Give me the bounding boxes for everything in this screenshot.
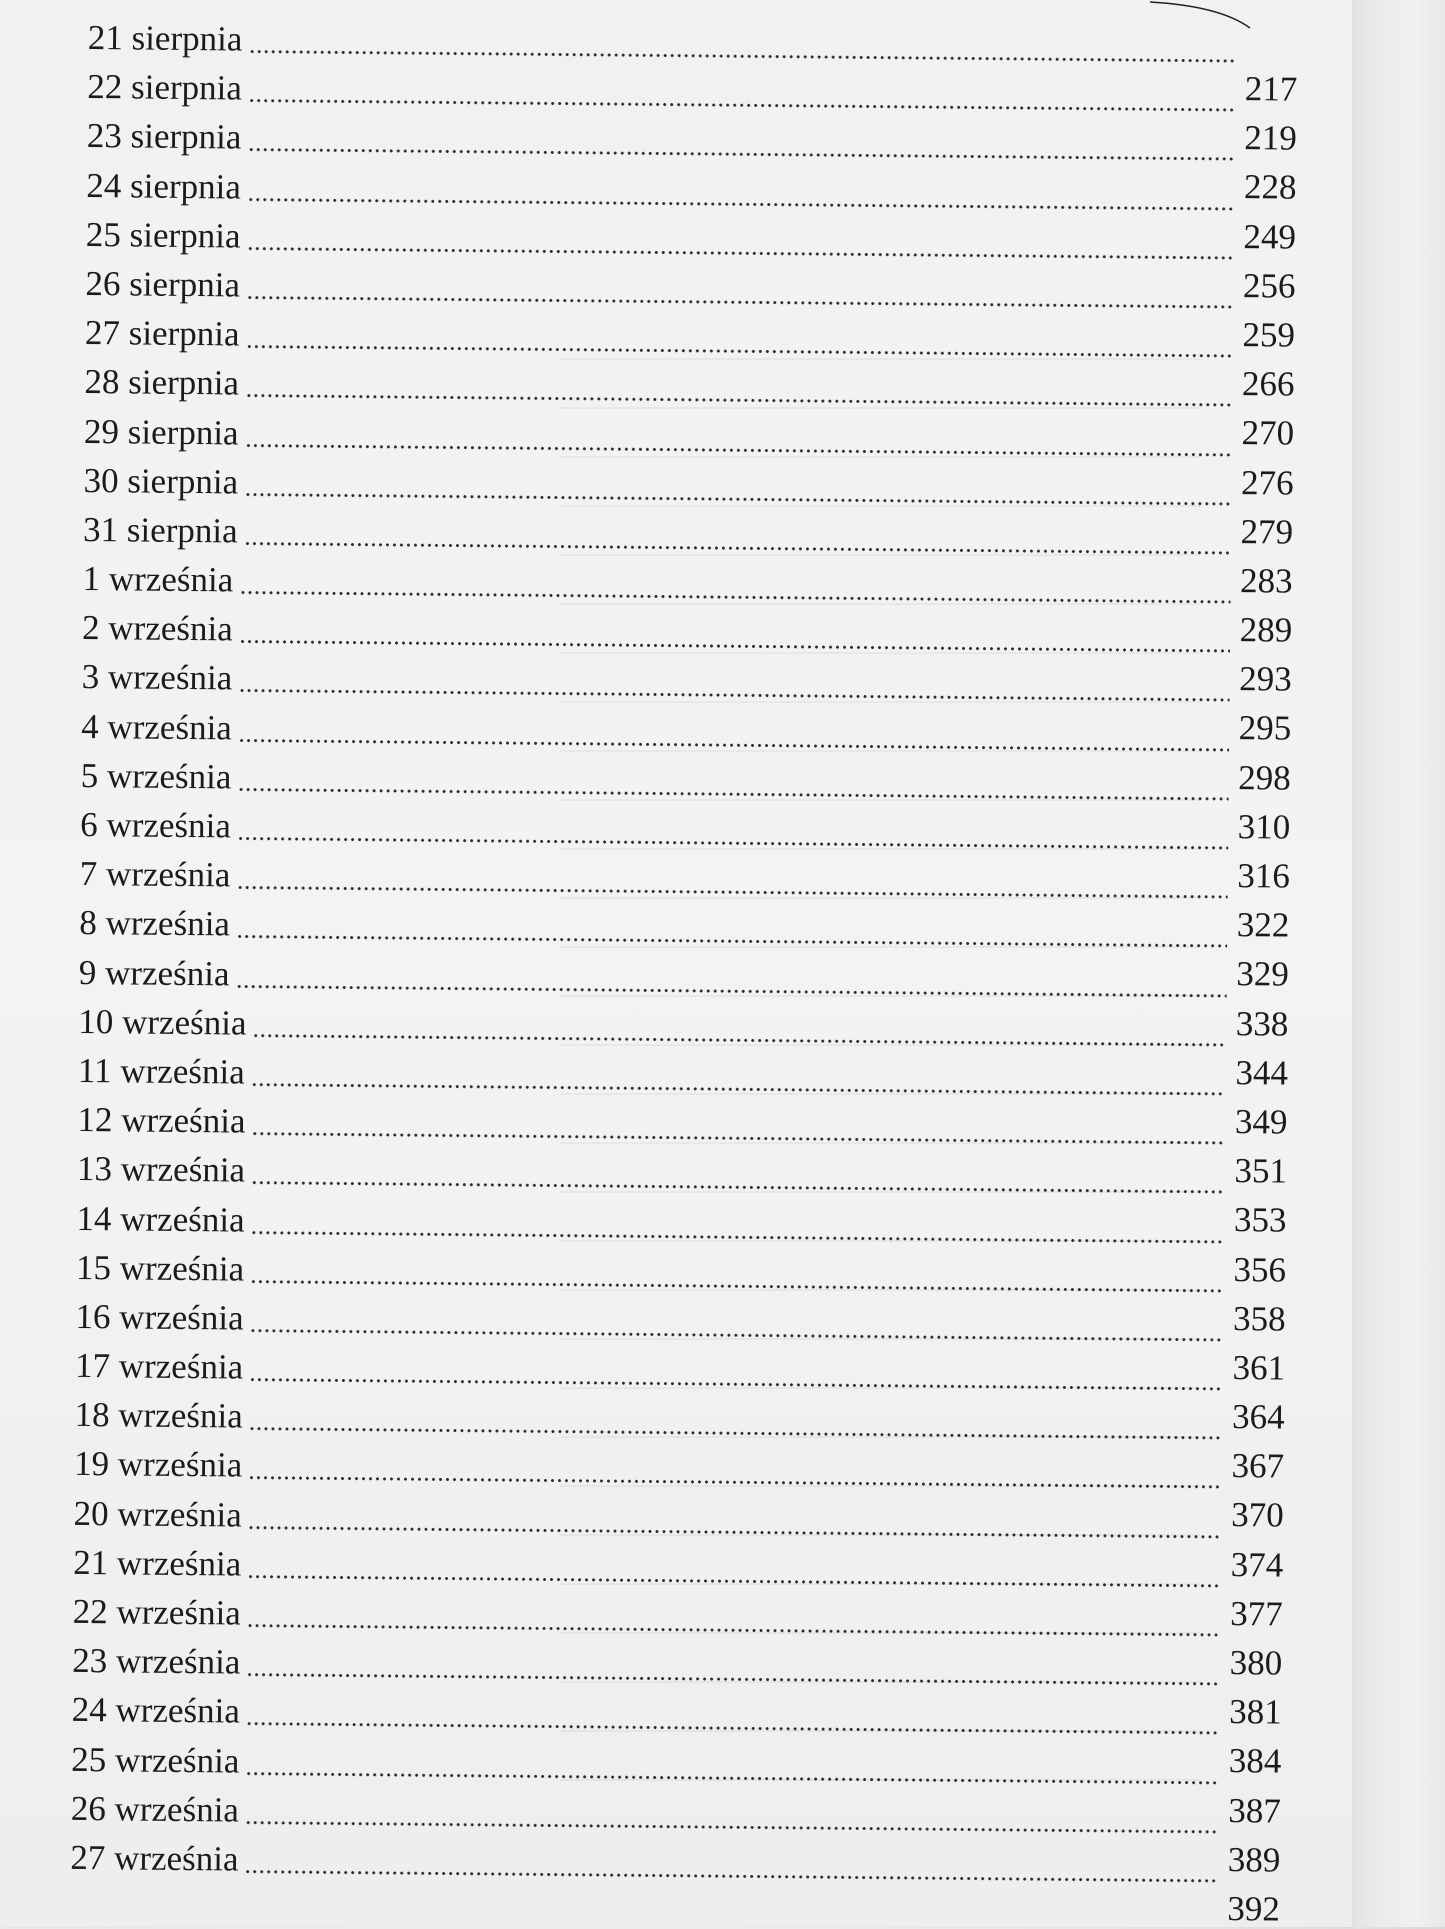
toc-entry-label: 9 września xyxy=(78,952,230,993)
toc-entry-label: 18 września xyxy=(74,1395,243,1436)
toc-entry-page-number: 349 xyxy=(1234,1101,1288,1142)
toc-entry-page-number: 353 xyxy=(1233,1200,1287,1240)
toc-entry-label: 8 września xyxy=(79,903,231,944)
dot-leader xyxy=(248,148,1235,161)
toc-entry-page-number: 351 xyxy=(1234,1151,1288,1191)
toc-entry-label: 24 sierpnia xyxy=(86,165,242,207)
toc-entry-label: 22 września xyxy=(72,1591,242,1633)
toc-entry-page-number: 380 xyxy=(1229,1643,1283,1683)
toc-entry-label: 1 września xyxy=(82,559,234,600)
dot-leader xyxy=(245,443,1232,456)
dot-leader xyxy=(245,394,1232,407)
toc-entry-page-number: 298 xyxy=(1238,757,1291,798)
toc-entry-label: 17 września xyxy=(74,1346,244,1387)
toc-entry-label: 12 września xyxy=(77,1100,246,1141)
dot-leader xyxy=(236,984,1227,998)
toc-entry-label: 13 września xyxy=(76,1149,246,1190)
toc-entry-label: 31 sierpnia xyxy=(82,509,238,551)
toc-entry-label: 30 sierpnia xyxy=(83,460,239,502)
dot-leader xyxy=(247,246,1234,259)
toc-entry-label: 11 września xyxy=(77,1050,245,1092)
dot-leader xyxy=(250,1230,1224,1243)
dot-leader xyxy=(246,295,1233,308)
toc-entry-page-number: 392 xyxy=(1227,1888,1281,1929)
toc-entry-page-number: 219 xyxy=(1244,118,1298,158)
dot-leader xyxy=(245,1820,1219,1833)
toc-entry-page-number: 356 xyxy=(1233,1249,1287,1290)
toc-entry-label: 25 września xyxy=(71,1739,240,1781)
dot-leader xyxy=(249,1378,1223,1391)
dot-leader xyxy=(252,1033,1226,1046)
toc-entry-label: 23 sierpnia xyxy=(86,116,242,157)
dot-leader xyxy=(247,197,1234,210)
toc-entry-label: 14 września xyxy=(76,1198,245,1240)
toc-entry-page-number: 266 xyxy=(1241,364,1295,404)
dot-leader xyxy=(250,1279,1224,1292)
toc-entry-page-number: 370 xyxy=(1230,1495,1284,1535)
toc-entry-label: 25 sierpnia xyxy=(85,214,241,256)
toc-entry-label: 10 września xyxy=(78,1001,247,1043)
toc-entry-page-number: 374 xyxy=(1230,1544,1284,1585)
toc-entry-page-number: 249 xyxy=(1243,216,1297,257)
dot-leader xyxy=(247,1624,1221,1637)
dot-leader xyxy=(236,935,1227,949)
toc-entry-page-number: 279 xyxy=(1240,511,1294,552)
toc-entry-label: 3 września xyxy=(81,657,233,698)
toc-entry-page-number: 228 xyxy=(1243,167,1297,207)
dot-leader xyxy=(238,738,1229,752)
toc-entry-page-number: 316 xyxy=(1237,856,1291,896)
toc-entry-label: 15 września xyxy=(75,1247,245,1289)
dot-leader xyxy=(244,1870,1218,1883)
page-top-curve-line xyxy=(1150,0,1260,32)
toc-entry-page-number: 364 xyxy=(1231,1397,1285,1437)
toc-entry-page-number: 293 xyxy=(1239,659,1292,699)
toc-entry-page-number: 384 xyxy=(1228,1741,1282,1781)
toc-entry-page-number: 338 xyxy=(1235,1003,1289,1044)
dot-leader xyxy=(248,1427,1222,1440)
dot-leader xyxy=(244,492,1231,505)
toc-entry-page-number: 283 xyxy=(1239,560,1293,601)
toc-entry-page-number: 310 xyxy=(1237,806,1291,847)
dot-leader xyxy=(237,886,1228,900)
toc-entry-page-number: 256 xyxy=(1242,265,1296,306)
toc-entry-label: 26 września xyxy=(70,1788,240,1830)
dot-leader xyxy=(249,50,1236,63)
toc-entry-page-number: 329 xyxy=(1236,954,1290,994)
toc-entry-label: 19 września xyxy=(73,1444,243,1485)
dot-leader xyxy=(239,689,1230,703)
dot-leader xyxy=(247,1574,1221,1587)
dot-leader xyxy=(244,541,1231,554)
toc-entry-label: 2 września xyxy=(81,608,233,649)
toc-entry-page-number: 387 xyxy=(1228,1790,1282,1831)
toc-entry-page-number: 289 xyxy=(1239,610,1293,650)
toc-entry-label: 22 sierpnia xyxy=(87,67,243,108)
toc-entry-label: 26 sierpnia xyxy=(85,263,241,305)
dot-leader xyxy=(251,1132,1225,1145)
toc-entry-label: 20 września xyxy=(73,1493,242,1535)
toc-entry-page-number: 381 xyxy=(1229,1692,1282,1732)
toc-entry-page-number: 295 xyxy=(1238,708,1292,749)
toc-entry-page-number: 270 xyxy=(1241,413,1295,453)
toc-entry-label: 21 września xyxy=(72,1542,242,1584)
dot-leader xyxy=(239,640,1230,654)
toc-entry-page-number: 377 xyxy=(1230,1593,1283,1634)
toc-entry-label: 16 września xyxy=(75,1296,244,1338)
toc-entry-page-number: 259 xyxy=(1242,315,1296,355)
dot-leader xyxy=(251,1083,1226,1096)
toc-entry-label: 27 sierpnia xyxy=(84,313,240,354)
dot-leader xyxy=(249,1328,1223,1341)
toc-entry-page-number: 361 xyxy=(1232,1347,1286,1388)
table-of-contents xyxy=(70,18,1298,1929)
toc-entry-page-number: 358 xyxy=(1232,1298,1286,1339)
toc-entry-label: 21 sierpnia xyxy=(87,18,243,59)
dot-leader xyxy=(248,1476,1222,1489)
toc-entry-label: 24 września xyxy=(71,1690,241,1731)
toc-entry-label: 27 września xyxy=(70,1837,239,1879)
toc-entry-label: 7 września xyxy=(79,854,231,895)
dot-leader xyxy=(238,787,1229,801)
toc-entry-label: 28 sierpnia xyxy=(84,362,240,403)
dot-leader xyxy=(248,1525,1222,1538)
dot-leader xyxy=(246,1722,1220,1735)
next-page-edge xyxy=(1352,0,1445,1927)
toc-entry-label: 5 września xyxy=(80,755,232,797)
toc-entry-label: 4 września xyxy=(81,706,233,748)
toc-entry-page-number: 344 xyxy=(1235,1052,1289,1093)
dot-leader xyxy=(246,345,1233,358)
dot-leader xyxy=(245,1771,1219,1784)
toc-entry xyxy=(70,1837,1281,1929)
toc-entry-label: 6 września xyxy=(80,804,232,846)
dot-leader xyxy=(246,1673,1220,1686)
toc-entry-page-number: 276 xyxy=(1240,462,1294,503)
dot-leader xyxy=(237,836,1228,850)
toc-entry-page-number: 322 xyxy=(1236,905,1290,945)
toc-entry-label: 29 sierpnia xyxy=(83,411,239,452)
toc-entry-label: 23 września xyxy=(72,1641,241,1682)
dot-leader xyxy=(248,99,1235,112)
toc-entry-page-number: 217 xyxy=(1244,69,1298,109)
toc-entry-page-number: 367 xyxy=(1231,1446,1285,1486)
dot-leader xyxy=(251,1181,1225,1194)
toc-entry-page-number: 389 xyxy=(1227,1839,1281,1880)
dot-leader xyxy=(239,591,1230,605)
